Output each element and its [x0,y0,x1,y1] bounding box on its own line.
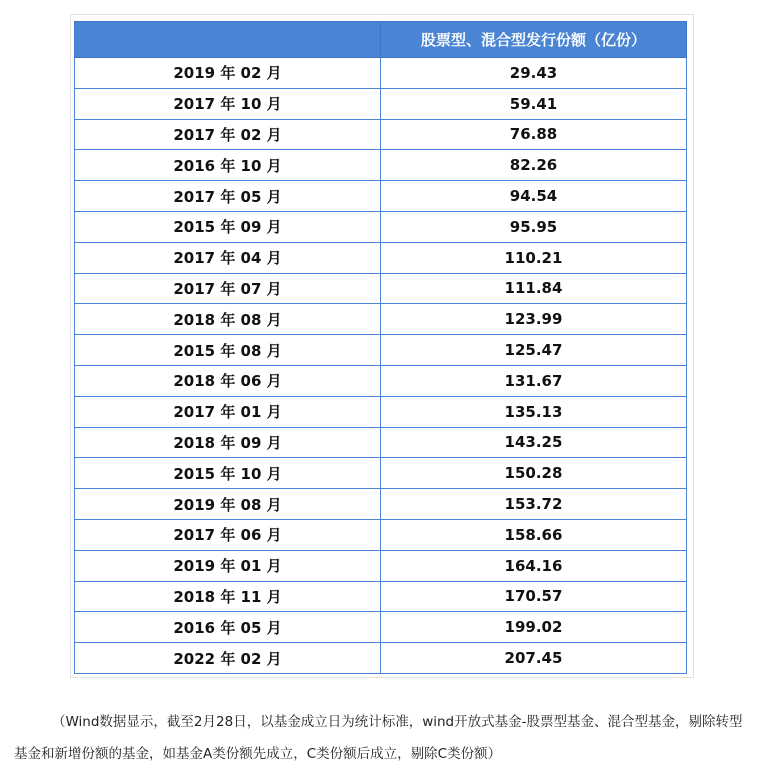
fund-issuance-table [74,21,687,674]
value-cell: 153.72 [381,489,687,520]
value-cell: 199.02 [381,612,687,643]
table-row [75,58,687,89]
table-row [75,88,687,119]
month-cell: 2022 年 02 月 [75,643,381,674]
value-cell: 123.99 [381,304,687,335]
value-cell: 135.13 [381,396,687,427]
table-row [75,550,687,581]
table-row [75,612,687,643]
table-row [75,181,687,212]
value-cell: 125.47 [381,335,687,366]
value-cell: 164.16 [381,550,687,581]
value-cell: 158.66 [381,519,687,550]
table-row [75,581,687,612]
table-row [75,427,687,458]
value-cell: 143.25 [381,427,687,458]
value-cell: 82.26 [381,150,687,181]
value-cell: 76.88 [381,119,687,150]
month-cell: 2017 年 05 月 [75,181,381,212]
month-cell: 2015 年 08 月 [75,335,381,366]
month-cell: 2017 年 02 月 [75,119,381,150]
value-cell: 170.57 [381,581,687,612]
value-cell: 150.28 [381,458,687,489]
month-cell: 2019 年 02 月 [75,58,381,89]
table-row [75,273,687,304]
table-row [75,119,687,150]
table-row [75,489,687,520]
month-cell: 2018 年 11 月 [75,581,381,612]
table-row [75,335,687,366]
month-cell: 2018 年 06 月 [75,365,381,396]
value-cell: 207.45 [381,643,687,674]
month-cell: 2016 年 05 月 [75,612,381,643]
table-row [75,519,687,550]
value-cell: 95.95 [381,211,687,242]
month-cell: 2015 年 10 月 [75,458,381,489]
month-cell: 2017 年 10 月 [75,88,381,119]
month-cell: 2019 年 08 月 [75,489,381,520]
table-header-row [75,22,687,58]
table-row [75,304,687,335]
data-source-note: （Wind数据显示，截至2月28日，以基金成立日为统计标准，wind开放式基金-股票型基金、混合型基金，剔除转型基金和新增份额的基金，如基金A类份额先成立，C类份额后成立，剔除C类份额） [14,714,743,762]
value-cell: 94.54 [381,181,687,212]
table-row [75,396,687,427]
value-cell: 59.41 [381,88,687,119]
table-row [75,211,687,242]
value-cell: 131.67 [381,365,687,396]
month-cell: 2015 年 09 月 [75,211,381,242]
table-row [75,150,687,181]
month-cell: 2018 年 08 月 [75,304,381,335]
table-row [75,365,687,396]
value-cell: 29.43 [381,58,687,89]
month-cell: 2017 年 07 月 [75,273,381,304]
header-month [75,22,381,58]
table-row [75,643,687,674]
value-cell: 110.21 [381,242,687,273]
month-cell: 2017 年 06 月 [75,519,381,550]
month-cell: 2017 年 01 月 [75,396,381,427]
table-row [75,458,687,489]
month-cell: 2016 年 10 月 [75,150,381,181]
month-cell: 2019 年 01 月 [75,550,381,581]
month-cell: 2017 年 04 月 [75,242,381,273]
header-issuance-share: 股票型、混合型发行份额（亿份） [381,22,687,58]
table-body [75,58,687,674]
table-row [75,242,687,273]
month-cell: 2018 年 09 月 [75,427,381,458]
value-cell: 111.84 [381,273,687,304]
